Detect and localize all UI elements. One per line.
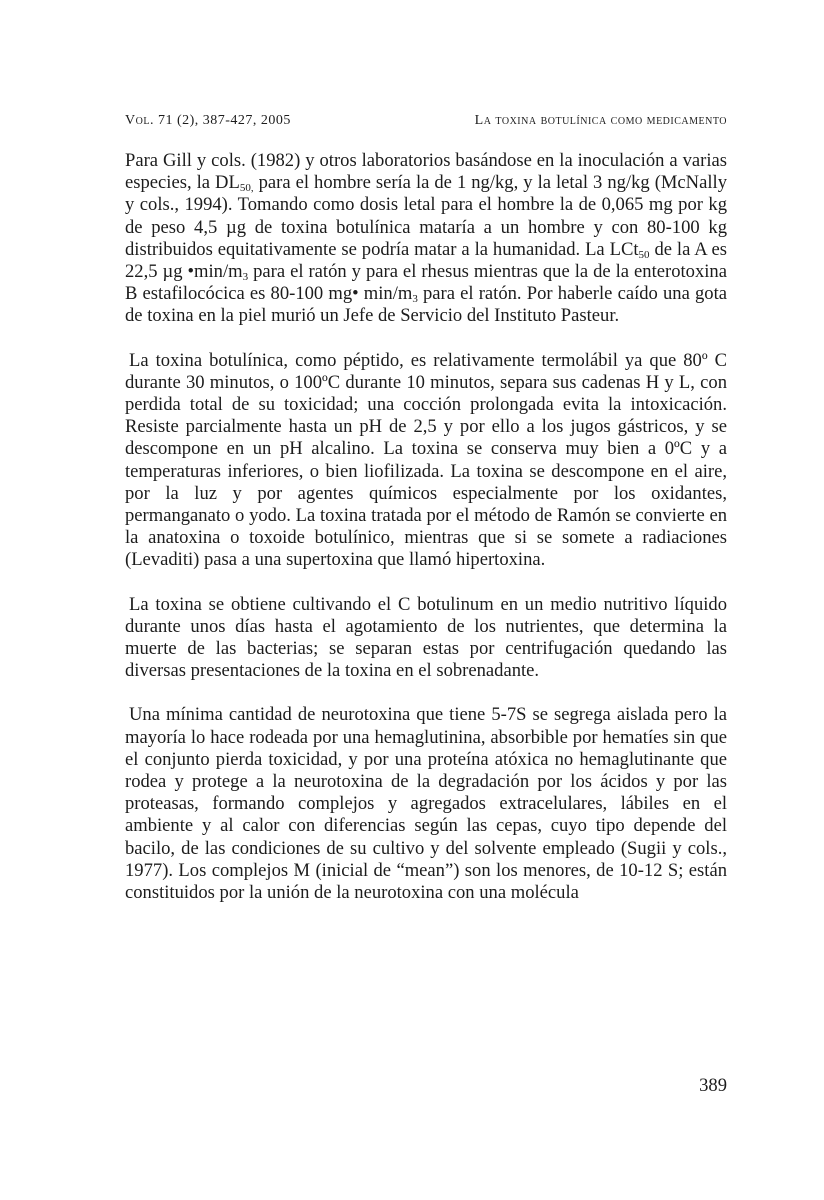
journal-citation: Vol. 71 (2), 387-427, 2005	[125, 113, 291, 128]
body-text	[125, 150, 727, 926]
paragraph-3: La toxina se obtiene cultivando el C botulinum en un medio nutritivo líquido durante unos días hasta el agotamiento de los nutrientes, que determina la muerte de las bacterias; se separan estas por centrifugación quedando las diversas presentaciones de la toxina en el sobrenadante.	[125, 593, 727, 682]
paragraph-1-part-c: de la A es 22,5 µg •min/m	[125, 238, 727, 283]
running-head	[125, 113, 727, 129]
paragraph-1-part-d: para el ratón y para el rhesus mientras que la de la enterotoxina B estafilocócica es 80-100 mg• min/m	[125, 261, 727, 305]
subscript-3: 3	[412, 293, 418, 306]
paragraph-2: La toxina botulínica, como péptido, es relativamente termolábil ya que 80º C durante 30 minutos, o 100ºC durante 10 minutos, separa sus cadenas H y L, con perdida total de su toxicidad; una cocción prolongada evita la intoxicación. Resiste parcialmente hasta un pH de 2,5 y por ello a los jugos gástricos, y se descompone en un pH alcalino. La toxina se conserva muy bien a 0ºC y a temperaturas inferiores, o bien liofilizada. La toxina se descompone en el aire, por la luz y por agentes químicos especialmente por los oxidantes, permanganato o yodo. La toxina tratada por el método de Ramón se convierte en la anatoxina o toxoide botulínico, mientras que si se somete a radiaciones (Levaditi) pasa a una supertoxina que llamó hipertoxina.	[125, 349, 727, 571]
subscript-3: 3	[242, 271, 249, 284]
article-short-title: La toxina botulínica como medicamento	[474, 113, 727, 128]
page-number: 389	[699, 1075, 727, 1096]
paragraph-1-part-b: para el hombre sería la de 1 ng/kg, y la letal 3 ng/kg (McNally y cols., 1994). Tomando como dosis letal para el hombre la de 0,065 mg por kg de peso 4,5 µg de toxina botulínica mataría a un hombre y con 80-100 kg distribuidos equitativamente se podría matar a la humanidad. La LCt	[125, 172, 727, 260]
paragraph-1	[125, 150, 727, 328]
paragraph-4: Una mínima cantidad de neurotoxina que tiene 5-7S se segrega aislada pero la mayoría lo hace rodeada por una hemaglutinina, absorbible por hematíes sin que el conjunto pierda toxicidad, y por una proteína atóxica no hemaglutinante que rodea y protege a la neurotoxina de la degradación por los ácidos y por las proteasas, formando complejos y agregados extracelulares, lábiles en el ambiente y al calor con diferencias según las cepas, cuyo tipo depende del bacilo, de las condiciones de su cultivo y del solvente empleado (Sugii y cols., 1977). Los complejos M (inicial de “mean”) son los menores, de 10-12 S; están constituidos por la unión de la neurotoxina con una molécula	[125, 704, 727, 904]
subscript-50: 50,	[239, 182, 254, 195]
paragraph-1-part-e: para el ratón. Por haberle caído una gota de toxina en la piel murió un Jefe de Servicio del Instituto Pasteur.	[125, 283, 727, 327]
subscript-50: 50	[638, 248, 650, 261]
paragraph-1-part-a: Para Gill y cols. (1982) y otros laboratorios basándose en la inoculación a varias especies, la DL	[125, 150, 727, 194]
